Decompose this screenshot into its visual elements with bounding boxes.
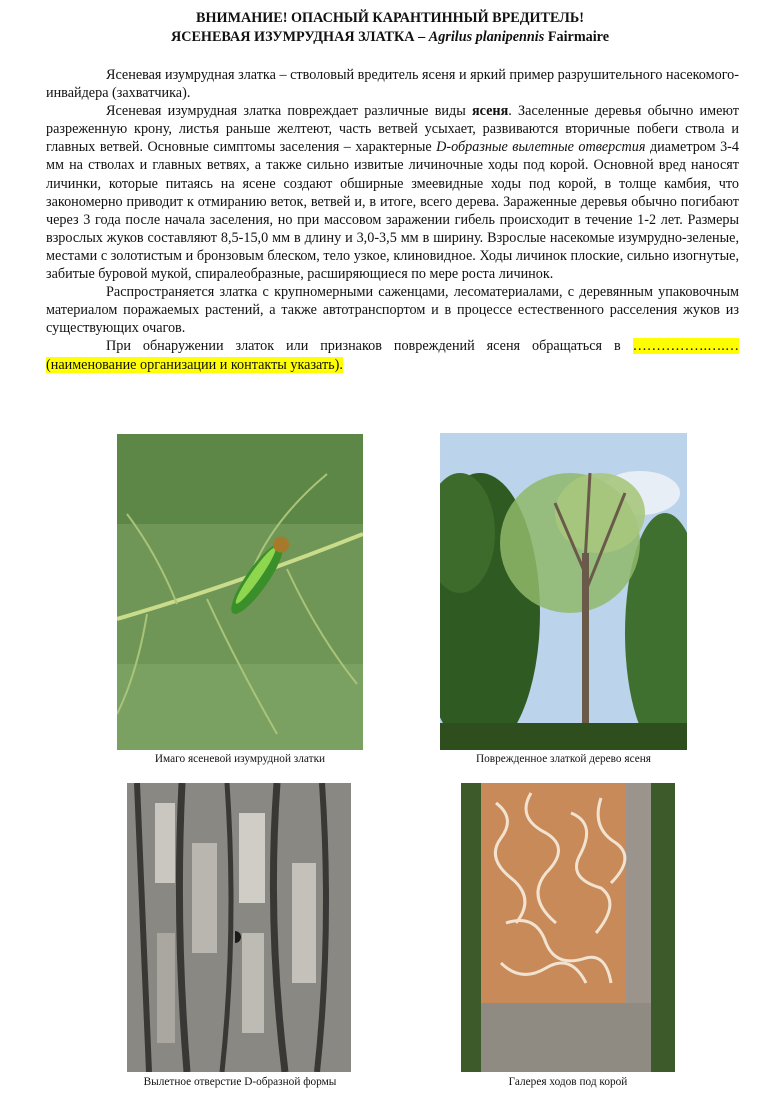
- galleries-caption: Галерея ходов под корой: [508, 1076, 628, 1088]
- paragraph-contact-text: При обнаружении златок или признаков повреждений ясеня обращаться в: [106, 338, 633, 355]
- title-line-1: ВНИМАНИЕ! ОПАСНЫЙ КАРАНТИННЫЙ ВРЕДИТЕЛЬ!: [196, 10, 584, 26]
- document-title: [40, 9, 740, 47]
- paragraph-contact: [46, 337, 739, 373]
- exit-hole-photo: [127, 783, 351, 1072]
- paragraph-damage: [46, 102, 739, 283]
- paragraph-spread: Распространяется златка с крупномерными саженцами, лесоматериалами, с деревянным упаковочным материалом поражаемых растений, а также автотранспортом и в процессе естественного расселения жуков из существующих очагов.: [46, 284, 739, 337]
- beetle-photo: [117, 434, 363, 750]
- beetle-caption: Имаго ясеневой изумрудной златки: [154, 753, 326, 765]
- paragraph-intro: Ясеневая изумрудная златка – стволовый вредитель ясеня и яркий пример разрушительного насекомого-инвайдера (захватчика).: [46, 67, 739, 102]
- paragraph-damage-bold: ясеня: [471, 103, 509, 120]
- paragraph-damage-b: . Заселенные деревья обычно имеют разреженную крону, листья раньше желтеют, часть ветвей усыхает, развиваются вторичные побеги ствола и главных ветвей. Основные симптомы заселения – характерные: [46, 103, 740, 156]
- title-author: Fairmaire: [544, 29, 610, 45]
- tree-photo: [440, 433, 687, 750]
- paragraph-damage-italic: D-образные вылетные отверстия: [436, 139, 646, 156]
- tree-caption: Поврежденное златкой дерево ясеня: [475, 753, 652, 765]
- contact-placeholder-highlight: …………….….… (наименование организации и контакты указать).: [46, 338, 739, 373]
- exit-hole-caption: Вылетное отверстие D-образной формы: [143, 1076, 337, 1088]
- paragraph-damage-a: Ясеневая изумрудная златка повреждает различные виды: [106, 103, 472, 120]
- title-prefix: ЯСЕНЕВАЯ ИЗУМРУДНАЯ ЗЛАТКА –: [170, 29, 429, 45]
- body-text: [46, 66, 739, 374]
- galleries-photo: [461, 783, 675, 1072]
- paragraph-damage-c: диаметром 3-4 мм на стволах и главных ветвях, а также сильно извитые личиночные ходы под корой. Основной вред наносят личинки, которые питаясь на ясене создают обширные змеевидные ходы под корой, в толще камбия, что закономерно приводит к отмиранию веток, ветвей и, в итоге, всего дерева. Зараженные деревья обычно погибают через 3 года после начала заселения, но при массовом заражении гибель происходит в течение 1-2 лет. Размеры взрослых жуков составляют 8,5-15,0 мм в длину и 3,0-3,5 мм в ширину. Взрослые насекомые изумрудно-зеленые, местами с золотистым и бронзовым блеском, тело узкое, клиновидное. Ходы личинок плоские, сильно изогнутые, забитые буровой мукой, спиралеобразные, расширяющиеся по мере роста личинок.: [46, 139, 739, 283]
- title-latin-name: Agrilus planipennis: [428, 29, 545, 45]
- title-line-2: [40, 28, 740, 47]
